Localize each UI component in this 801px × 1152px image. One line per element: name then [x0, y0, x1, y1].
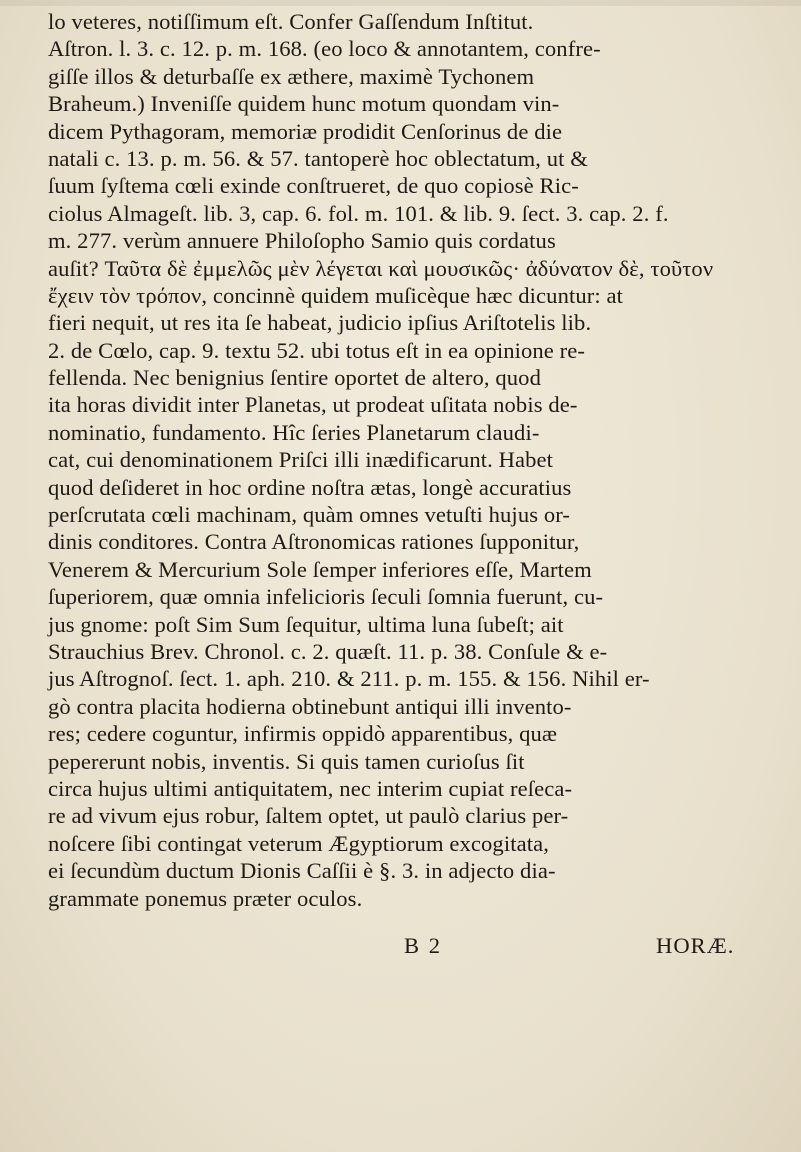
text-line: res; cedere coguntur, infirmis oppidò apparentibus, quæ	[48, 721, 558, 747]
text-line: dicem Pythagoram, memoriæ prodidit Cenſorinus de die	[48, 118, 563, 144]
text-line: natali c. 13. p. m. 56. & 57. tantoperè hoc oblectatum, ut &	[48, 145, 588, 171]
text-line: perſcrutata cœli machinam, quàm omnes vetuſti hujus or-	[48, 502, 571, 528]
text-line: lo veteres, notiſſimum eſt. Confer Gaſſendum Inſtitut.	[48, 9, 534, 34]
text-line: Braheum.) Inveniſſe quidem hunc motum quondam vin-	[48, 91, 560, 117]
text-line: ἔχειν τὸν τρόπον, concinnè quidem muſicèque hæc dicuntur: at	[48, 282, 623, 308]
text-line: giſſe illos & deturbaſſe ex æthere, maximè Tychonem	[48, 63, 535, 89]
text-line: nominatio, fundamento. Hîc ſeries Planetarum claudi-	[48, 419, 540, 445]
text-line: circa hujus ultimi antiquitatem, nec interim cupiat reſeca-	[48, 775, 573, 801]
page-footer	[48, 932, 776, 960]
text-line: ita horas dividit inter Planetas, ut prodeat uſitata nobis de-	[48, 392, 578, 418]
text-line: noſcere ſibi contingat veterum Ægyptiorum excogitata,	[48, 830, 549, 856]
text-line: Aſtron. l. 3. c. 12. p. m. 168. (eo loco & annotantem, confre-	[48, 36, 601, 62]
text-line: ei ſecundùm ductum Dionis Caſſii è §. 3. in adjecto dia-	[48, 858, 556, 884]
text-line: ciolus Almageſt. lib. 3, cap. 6. fol. m. 101. & lib. 9. ſect. 3. cap. 2. f.	[48, 200, 669, 226]
signature-mark: B 2	[404, 933, 443, 958]
text-line: grammate ponemus præter oculos.	[48, 885, 363, 911]
text-line: ſuperiorem, quæ omnia infelicioris ſeculi ſomnia fuerunt, cu-	[48, 584, 604, 610]
text-line: Strauchius Brev. Chronol. c. 2. quæſt. 11. p. 38. Conſule & e-	[48, 638, 608, 664]
catchword: HORÆ.	[656, 933, 735, 958]
text-line: m. 277. verùm annuere Philoſopho Samio quis cordatus	[48, 228, 556, 254]
text-line: auſit? Ταῦτα δὲ ἐμμελῶς μὲν λέγεται καὶ μουσικῶς· ἀδύνατον δὲ, τοῦτον	[48, 255, 714, 281]
body-text	[48, 8, 776, 912]
text-line: fieri nequit, ut res ita ſe habeat, judicio ipſius Ariſtotelis lib.	[48, 310, 592, 336]
text-line: pepererunt nobis, inventis. Si quis tamen curioſus ſit	[48, 748, 525, 774]
text-line: fellenda. Nec benignius ſentire oportet de altero, quod	[48, 365, 541, 391]
text-line: ſuum ſyſtema cœli exinde conſtrueret, de quo copiosè Ric-	[48, 173, 579, 199]
text-line: jus Aſtrognoſ. ſect. 1. aph. 210. & 211. p. m. 155. & 156. Nihil er-	[48, 666, 650, 692]
text-line: re ad vivum ejus robur, ſaltem optet, ut paulò clarius per-	[48, 803, 569, 829]
text-line: jus gnome: poſt Sim Sum ſequitur, ultima luna ſubeſt; ait	[48, 611, 564, 637]
paper-stain	[0, 0, 801, 6]
text-line: gò contra placita hodierna obtinebunt antiqui illi invento-	[48, 693, 572, 719]
text-line: Venerem & Mercurium Sole ſemper inferiores eſſe, Martem	[48, 556, 592, 582]
text-line: cat, cui denominationem Priſci illi inædificarunt. Habet	[48, 447, 554, 473]
text-line: quod deſideret in hoc ordine noſtra ætas, longè accuratius	[48, 474, 572, 500]
text-line: dinis conditores. Contra Aſtronomicas rationes ſupponitur,	[48, 529, 580, 555]
text-line: 2. de Cœlo, cap. 9. textu 52. ubi totus eſt in ea opinione re-	[48, 337, 586, 363]
